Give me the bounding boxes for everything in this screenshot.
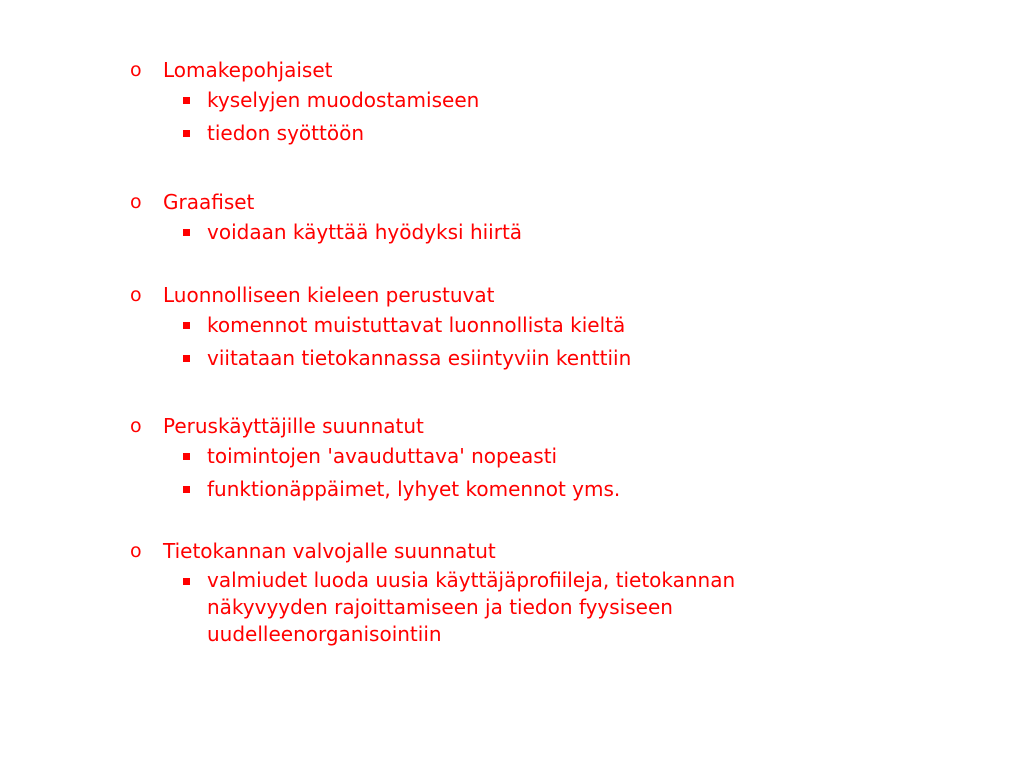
level2-item (130, 218, 890, 246)
circle-bullet-marker: o (130, 59, 142, 81)
square-bullet-icon (183, 453, 190, 460)
circle-bullet-marker: o (130, 415, 142, 437)
square-bullet-icon (183, 486, 190, 493)
circle-bullet-marker: o (130, 284, 142, 306)
level1-label: Tietokannan valvojalle suunnatut (163, 539, 496, 563)
level2-label: komennot muistuttavat luonnollista kieltä (207, 313, 626, 337)
level2-item (130, 475, 890, 503)
square-bullet-icon (183, 355, 190, 362)
level1-label: Lomakepohjaiset (163, 58, 333, 82)
level1-item (130, 283, 890, 307)
section-tietokannan-valvojalle (130, 539, 890, 648)
circle-bullet-marker: o (130, 540, 142, 562)
level2-label: viitataan tietokannassa esiintyviin kenttiin (207, 346, 632, 370)
level2-item (130, 344, 890, 372)
level1-item (130, 414, 890, 438)
level1-label: Peruskäyttäjille suunnatut (163, 414, 424, 438)
square-bullet-icon (183, 322, 190, 329)
level1-label: Graafiset (163, 190, 255, 214)
level2-label: kyselyjen muodostamiseen (207, 88, 480, 112)
level2-label: funktionäppäimet, lyhyet komennot yms. (207, 477, 621, 501)
level2-item (130, 86, 890, 114)
section-graafiset (130, 190, 890, 246)
level2-item (130, 311, 890, 339)
level2-item (130, 567, 827, 648)
section-luonnolliseen (130, 283, 890, 372)
level1-item (130, 58, 890, 82)
level2-label: voidaan käyttää hyödyksi hiirtä (207, 220, 523, 244)
section-lomakepohjaiset (130, 58, 890, 147)
square-bullet-icon (183, 229, 190, 236)
section-peruskayttajille (130, 414, 890, 503)
level2-label: toimintojen 'avauduttava' nopeasti (207, 444, 558, 468)
level2-label: tiedon syöttöön (207, 121, 364, 145)
level1-item (130, 539, 890, 563)
circle-bullet-marker: o (130, 191, 142, 213)
level1-item (130, 190, 890, 214)
level2-item (130, 442, 890, 470)
square-bullet-icon (183, 130, 190, 137)
level1-label: Luonnolliseen kieleen perustuvat (163, 283, 495, 307)
square-bullet-icon (183, 578, 190, 585)
level2-label: valmiudet luoda uusia käyttäjäprofiileja, tietokannan näkyvyyden rajoittamiseen ja tiedon fyysiseen uudelleenorganisointiin (207, 568, 736, 646)
level2-item (130, 119, 890, 147)
square-bullet-icon (183, 97, 190, 104)
